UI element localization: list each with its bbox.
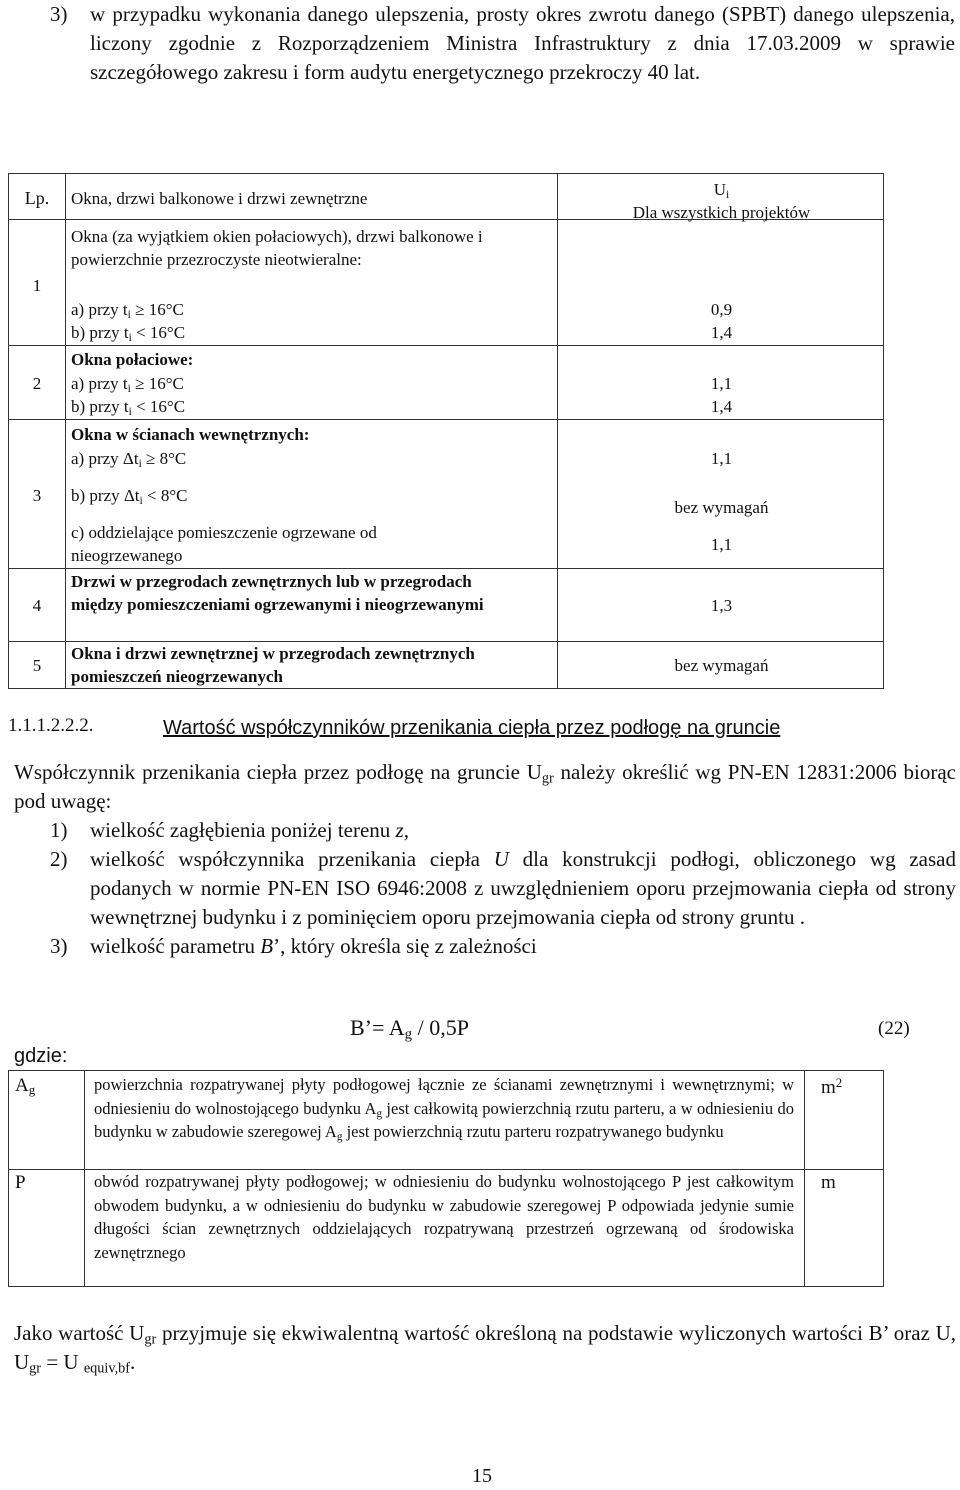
u-values-table [8, 173, 884, 689]
row2-b: b) przy $t_i < 16^\circ C$ [71, 397, 186, 418]
symbol-p: P [15, 1172, 26, 1193]
row1-b: b) przy $t_i < 16^\circ C$ [71, 323, 186, 344]
row1-b-value: 1,4 [710, 323, 733, 342]
row1-a-value: 0,9 [710, 300, 733, 319]
row1-a: a) przy $t_i \ge 16^\circ C$ [71, 300, 184, 321]
row1-title: Okna (za wyjątkiem okien połaciowych), drzwi balkonowe i powierzchnie przezroczyste nieotwieralne: [71, 227, 483, 269]
row3-c-value: 1,1 [710, 535, 733, 554]
row5-title: Okna i drzwi zewnętrznej w przegrodach zewnętrznych pomieszczeń nieogrzewanych [71, 644, 475, 686]
symbol-ag-description: powierzchnia rozpatrywanej płyty podłogowej łącznie ze ścianami zewnętrznymi i wewnętrznymi; w odniesieniu do wolnostojącego budynku $A_g$ jest całkowitą powierzchnią rzutu parteru, a w odniesieniu do budynku w zabudowie szeregowej $A_g$ jest powierzchnią rzutu parteru rozpatrywanego budynku [94, 1075, 795, 1143]
header-u: $U_i$ [713, 180, 730, 201]
symbol-ag: $A_g$ [15, 1075, 36, 1098]
row3-a-value: 1,1 [710, 449, 733, 468]
section-number: 1.1.1.2.2.2. [8, 715, 94, 736]
header-title: Okna, drzwi balkonowe i drzwi zewnętrzne [71, 189, 368, 208]
header-u-desc: Dla wszystkich projektów [632, 203, 811, 222]
symbol-ag-unit: $m^2$ [821, 1075, 843, 1098]
page-number: 15 [472, 1465, 492, 1487]
row2-b-value: 1,4 [710, 397, 733, 416]
row3-b: b) przy $\Delta t_i < 8^\circ C$ [71, 486, 188, 507]
header-lp: Lp. [24, 188, 50, 208]
ground-floor-paragraph: Współczynnik przenikania ciepła przez podłogę na gruncie $U_{gr}$ należy określić wg PN-EN 12831:2006 biorąc pod uwagę: [14, 760, 956, 813]
row5-lp: 5 [32, 656, 42, 675]
factor-list [50, 816, 956, 961]
row4-value: 1,3 [710, 596, 733, 615]
row4-title: Drzwi w przegrodach zewnętrznych lub w przegrodach między pomieszczeniami ogrzewanymi i nieogrzewanymi [71, 572, 484, 614]
table-divider [65, 174, 66, 688]
symbols-table [8, 1070, 884, 1287]
row3-a: a) przy $\Delta t_i \ge 8^\circ C$ [71, 449, 187, 470]
row2-a-value: 1,1 [710, 374, 733, 393]
symbol-p-description: obwód rozpatrywanej płyty podłogowej; w odniesieniu do budynku wolnostojącego P jest całkowitym obwodem budynku, a w odniesieniu do budynku w zabudowie szeregowej P odpowiada jedynie sumie długości ścian zewnętrznych oddzielających rozpatrywaną przestrzeń ogrzewaną od środowiska zewnętrznego [94, 1172, 794, 1262]
row3-lp: 3 [32, 486, 42, 505]
table-divider [9, 568, 883, 569]
table-divider [84, 1071, 85, 1286]
row3-b-value: bez wymagań [674, 498, 769, 517]
table-divider [9, 419, 883, 420]
intro-number: 3) [50, 2, 68, 26]
row3-c: c) oddzielające pomieszczenie ogrzewane od nieogrzewanego [71, 523, 377, 565]
row2-title: Okna połaciowe: [71, 350, 194, 369]
table-divider [804, 1071, 805, 1286]
list-item: 2) wielkość współczynnika przenikania ciepła U dla konstrukcji podłogi, obliczonego wg zasad podanych w normie PN-EN ISO 6946:2008 z uwzględnieniem oporu przejmowania ciepła od strony wewnętrznej budynku i z pominięciem oporu przejmowania ciepła od strony gruntu . [50, 847, 956, 929]
section-heading [8, 715, 781, 739]
equation-number: (22) [878, 1018, 910, 1039]
row3-title: Okna w ścianach wewnętrznych: [71, 425, 310, 444]
row2-a: a) przy $t_i \ge 16^\circ C$ [71, 374, 184, 395]
list-item: 3) wielkość parametru B’, który określa się z zależności [50, 934, 537, 958]
where-label: gdzie: [14, 1045, 68, 1067]
row1-lp: 1 [32, 276, 42, 295]
equivalent-value-paragraph: Jako wartość $U_{gr}$ przyjmuje się ekwiwalentną wartość określoną na podstawie wyliczonych wartości B’ oraz U, $U_{gr} = U$ $_{equiv,bf}$. [14, 1321, 956, 1377]
row2-lp: 2 [32, 374, 42, 393]
table-divider [9, 345, 883, 346]
row5-value: bez wymagań [674, 656, 769, 675]
intro-paragraph [50, 0, 955, 87]
section-title: Wartość współczynników przenikania ciepła przez podłogę na gruncie [163, 717, 781, 739]
intro-text: w przypadku wykonania danego ulepszenia, prosty okres zwrotu danego (SPBT) danego ulepszenia, liczony zgodnie z Rozporządzeniem Ministra Infrastruktury z dnia 17.03.2009 w sprawie szczegółowego zakresu i form audytu energetycznego przekroczy 40 lat. [90, 2, 955, 84]
row4-lp: 4 [32, 596, 42, 615]
formula-b: B’= $A_g / 0,5P$ [350, 1015, 469, 1043]
symbol-p-unit: m [821, 1172, 836, 1193]
list-item: 1) wielkość zagłębienia poniżej terenu z, [50, 818, 409, 842]
